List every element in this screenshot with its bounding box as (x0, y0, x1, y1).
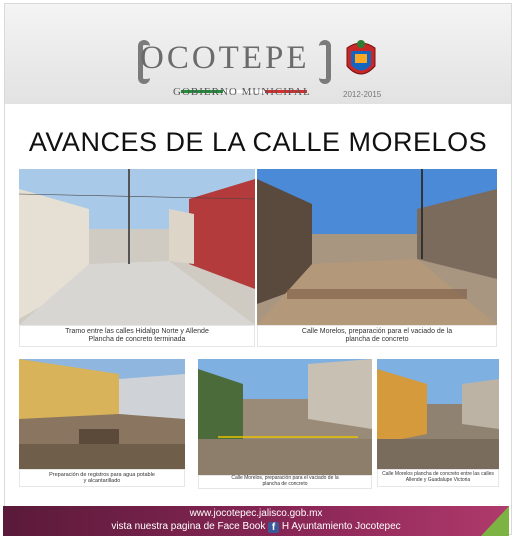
caption-line: Calle Morelos plancha de concreto entre las calles (382, 471, 494, 477)
flag-stripe (181, 80, 309, 83)
logo-bracket-right (319, 40, 331, 84)
caption-line: Calle Morelos, preparación para el vaciado de la (301, 328, 453, 335)
caption-line: y alcantarillado (83, 478, 121, 485)
caption-photo-2 (257, 325, 497, 347)
poster (4, 3, 512, 535)
caption-line: Tramo entre las calles Hidalgo Norte y Allende (65, 328, 209, 335)
header-banner (5, 4, 511, 104)
term-years: 2012-2015 (343, 90, 382, 99)
logo-text: OCOTEPE (140, 40, 310, 76)
caption-photo-5 (377, 469, 499, 487)
photo-street-1 (19, 169, 255, 325)
page-title: AVANCES DE LA CALLE MORELOS (28, 127, 488, 157)
caption-line: plancha de concreto (345, 336, 409, 344)
green-corner-accent (481, 506, 509, 536)
caption-line: Allende y Guadalupe Victoria (405, 476, 471, 483)
photo-street-5 (377, 359, 499, 469)
logo-subtitle: GOBIERNO MUNICIPAL (173, 86, 311, 98)
caption-photo-3 (19, 469, 185, 487)
facebook-page-link[interactable]: H Ayuntamiento Jocotepec (281, 521, 401, 532)
photo-street-4 (198, 359, 372, 475)
caption-line: Plancha de concreto terminada (88, 336, 186, 344)
caption-photo-4 (198, 475, 372, 489)
caption-line: Preparación de registros para agua potable (49, 472, 155, 478)
photo-street-3 (19, 359, 185, 469)
footer-banner (3, 506, 509, 536)
facebook-icon: f (268, 522, 279, 533)
facebook-prefix: vista nuestra pagina de Face Book (111, 521, 266, 532)
municipal-crest-icon (341, 36, 381, 84)
website-link[interactable]: www.jocotepec.jalisco.gob.mx (189, 508, 323, 519)
caption-line: Calle Morelos, preparación para el vaciado de la (231, 475, 339, 481)
photo-street-2 (257, 169, 497, 325)
caption-line: plancha de concreto (262, 480, 308, 487)
caption-photo-1 (19, 325, 255, 347)
facebook-line (3, 521, 509, 533)
